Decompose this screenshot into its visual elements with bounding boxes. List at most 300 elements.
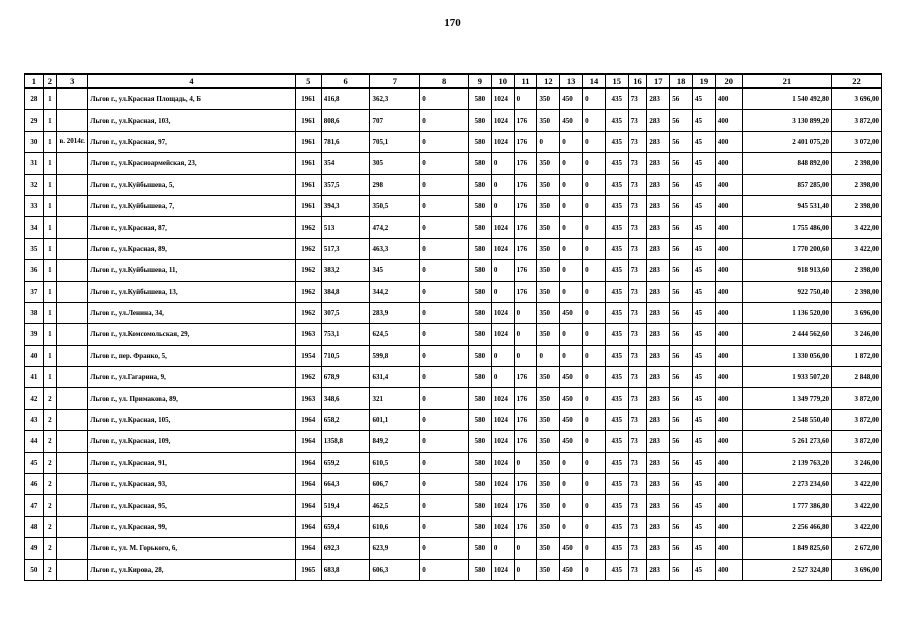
- table-cell: 0: [420, 559, 469, 580]
- table-cell: 56: [670, 110, 693, 131]
- table-cell: 1964: [295, 538, 321, 559]
- table-cell: 1962: [295, 217, 321, 238]
- table-cell: [57, 110, 88, 131]
- table-cell: [57, 345, 88, 366]
- table-cell: 350: [537, 195, 560, 216]
- table-cell: 0: [560, 260, 583, 281]
- table-cell: 1024: [491, 474, 514, 495]
- table-cell: 3 130 899,20: [742, 110, 831, 131]
- table-cell: 73: [628, 281, 647, 302]
- table-cell: 1024: [491, 559, 514, 580]
- table-cell: 0: [560, 474, 583, 495]
- table-cell: 1965: [295, 559, 321, 580]
- table-cell: 450: [560, 409, 583, 430]
- table-cell: 435: [605, 367, 628, 388]
- table-cell: 416,8: [321, 88, 370, 110]
- table-cell: 0: [420, 281, 469, 302]
- table-cell: 1 330 056,00: [742, 345, 831, 366]
- table-cell: 0: [420, 516, 469, 537]
- table-cell: 435: [605, 217, 628, 238]
- table-cell: 45: [693, 431, 716, 452]
- table-cell: 0: [514, 302, 537, 323]
- table-cell: [57, 195, 88, 216]
- column-header-10: 10: [491, 74, 514, 88]
- table-cell: 73: [628, 195, 647, 216]
- table-cell: 350: [537, 559, 560, 580]
- table-cell: 0: [583, 324, 606, 345]
- table-row: [25, 238, 882, 259]
- table-cell: 56: [670, 452, 693, 473]
- table-cell: 463,3: [370, 238, 420, 259]
- table-cell: 2 398,00: [832, 260, 882, 281]
- table-cell: 45: [693, 367, 716, 388]
- table-cell: 283: [647, 516, 670, 537]
- table-cell: 283: [647, 409, 670, 430]
- table-cell: 1: [43, 195, 56, 216]
- table-cell: 580: [469, 431, 492, 452]
- table-cell: 683,8: [321, 559, 370, 580]
- table-cell: [57, 174, 88, 195]
- table-cell: 56: [670, 538, 693, 559]
- table-cell: 0: [583, 195, 606, 216]
- table-cell: 45: [25, 452, 44, 473]
- table-cell: 580: [469, 324, 492, 345]
- table-cell: 781,6: [321, 131, 370, 152]
- table-cell: 45: [693, 302, 716, 323]
- table-cell: 283: [647, 538, 670, 559]
- table-cell: 435: [605, 324, 628, 345]
- address-cell: Льгов г., ул.Красная, 105,: [88, 409, 296, 430]
- table-cell: 0: [583, 345, 606, 366]
- table-cell: 1 872,00: [832, 345, 882, 366]
- column-header-2: 2: [43, 74, 56, 88]
- table-cell: [57, 302, 88, 323]
- table-cell: 580: [469, 516, 492, 537]
- table-cell: 45: [693, 110, 716, 131]
- table-cell: 0: [583, 131, 606, 152]
- table-cell: 1: [43, 153, 56, 174]
- table-row: [25, 110, 882, 131]
- table-cell: 513: [321, 217, 370, 238]
- table-cell: 918 913,60: [742, 260, 831, 281]
- table-cell: 1961: [295, 153, 321, 174]
- table-cell: 321: [370, 388, 420, 409]
- table-cell: 0: [420, 174, 469, 195]
- table-cell: 1: [43, 88, 56, 110]
- table-cell: 3 422,00: [832, 495, 882, 516]
- column-header-13: 13: [560, 74, 583, 88]
- table-cell: 350: [537, 324, 560, 345]
- table-cell: 435: [605, 538, 628, 559]
- table-cell: 631,4: [370, 367, 420, 388]
- table-cell: 0: [583, 388, 606, 409]
- address-cell: Льгов г., ул.Куйбышева, 11,: [88, 260, 296, 281]
- table-cell: 450: [560, 367, 583, 388]
- table-cell: 450: [560, 302, 583, 323]
- table-cell: 580: [469, 559, 492, 580]
- table-cell: 1024: [491, 409, 514, 430]
- table-cell: 1 755 486,00: [742, 217, 831, 238]
- table-cell: 2 401 075,20: [742, 131, 831, 152]
- table-cell: 350,5: [370, 195, 420, 216]
- table-row: [25, 367, 882, 388]
- table-cell: 2 527 324,80: [742, 559, 831, 580]
- table-cell: 283: [647, 131, 670, 152]
- table-cell: 45: [693, 559, 716, 580]
- table-cell: 47: [25, 495, 44, 516]
- table-cell: 0: [514, 452, 537, 473]
- address-cell: Льгов г., ул.Красная, 109,: [88, 431, 296, 452]
- table-cell: 1: [43, 367, 56, 388]
- table-cell: 394,3: [321, 195, 370, 216]
- table-cell: 56: [670, 302, 693, 323]
- table-cell: 0: [583, 302, 606, 323]
- table-cell: 0: [537, 131, 560, 152]
- table-cell: 517,3: [321, 238, 370, 259]
- table-cell: 580: [469, 302, 492, 323]
- table-cell: 707: [370, 110, 420, 131]
- table-cell: 45: [693, 174, 716, 195]
- table-cell: 0: [583, 452, 606, 473]
- table-cell: 73: [628, 516, 647, 537]
- table-cell: 283: [647, 174, 670, 195]
- table-cell: 1961: [295, 110, 321, 131]
- table-cell: 283: [647, 153, 670, 174]
- table-cell: 305: [370, 153, 420, 174]
- table-cell: 350: [537, 538, 560, 559]
- table-cell: 56: [670, 474, 693, 495]
- table-cell: 1964: [295, 474, 321, 495]
- table-cell: 1 349 779,20: [742, 388, 831, 409]
- address-cell: Льгов г., ул.Куйбышева, 5,: [88, 174, 296, 195]
- table-row: [25, 452, 882, 473]
- table-cell: 400: [715, 195, 742, 216]
- table-cell: 31: [25, 153, 44, 174]
- table-cell: [57, 409, 88, 430]
- table-cell: 35: [25, 238, 44, 259]
- table-cell: 73: [628, 238, 647, 259]
- table-cell: 0: [583, 260, 606, 281]
- table-cell: 945 531,40: [742, 195, 831, 216]
- table-cell: 580: [469, 88, 492, 110]
- table-cell: 283: [647, 431, 670, 452]
- table-cell: 2 398,00: [832, 174, 882, 195]
- table-cell: 435: [605, 260, 628, 281]
- table-cell: 0: [560, 324, 583, 345]
- table-cell: 56: [670, 153, 693, 174]
- table-cell: 450: [560, 388, 583, 409]
- table-cell: 400: [715, 217, 742, 238]
- table-cell: 1961: [295, 131, 321, 152]
- table-cell: 176: [514, 131, 537, 152]
- column-header-17: 17: [647, 74, 670, 88]
- table-cell: 610,5: [370, 452, 420, 473]
- table-cell: 2: [43, 538, 56, 559]
- address-cell: Льгов г., ул.Красная, 99,: [88, 516, 296, 537]
- table-cell: 3 872,00: [832, 388, 882, 409]
- table-cell: 435: [605, 174, 628, 195]
- table-cell: 1024: [491, 516, 514, 537]
- table-cell: 29: [25, 110, 44, 131]
- table-cell: 32: [25, 174, 44, 195]
- table-cell: 45: [693, 452, 716, 473]
- table-cell: 56: [670, 409, 693, 430]
- table-cell: 176: [514, 174, 537, 195]
- table-cell: 1961: [295, 174, 321, 195]
- table-cell: 1: [43, 217, 56, 238]
- table-cell: 0: [420, 110, 469, 131]
- table-cell: 0: [420, 302, 469, 323]
- table-cell: 435: [605, 302, 628, 323]
- table-cell: 400: [715, 431, 742, 452]
- table-cell: 350: [537, 281, 560, 302]
- table-cell: 435: [605, 431, 628, 452]
- table-cell: 50: [25, 559, 44, 580]
- table-cell: 664,3: [321, 474, 370, 495]
- table-cell: 2 672,00: [832, 538, 882, 559]
- table-cell: 1964: [295, 409, 321, 430]
- table-cell: 34: [25, 217, 44, 238]
- table-cell: 400: [715, 409, 742, 430]
- table-cell: 176: [514, 217, 537, 238]
- table-cell: 176: [514, 260, 537, 281]
- table-cell: 350: [537, 388, 560, 409]
- address-cell: Льгов г., ул.Красная, 103,: [88, 110, 296, 131]
- table-cell: 2 848,00: [832, 367, 882, 388]
- table-cell: 1024: [491, 452, 514, 473]
- table-cell: 1024: [491, 131, 514, 152]
- table-cell: 0: [560, 452, 583, 473]
- table-cell: 176: [514, 238, 537, 259]
- table-cell: 2: [43, 409, 56, 430]
- table-cell: 45: [693, 495, 716, 516]
- table-cell: 56: [670, 367, 693, 388]
- address-cell: Льгов г., ул.Красная, 97,: [88, 131, 296, 152]
- table-cell: 0: [560, 345, 583, 366]
- table-row: [25, 431, 882, 452]
- table-cell: [57, 153, 88, 174]
- table-cell: 435: [605, 452, 628, 473]
- table-cell: 354: [321, 153, 370, 174]
- table-row: [25, 345, 882, 366]
- table-cell: 56: [670, 495, 693, 516]
- column-header-22: 22: [832, 74, 882, 88]
- table-cell: 176: [514, 388, 537, 409]
- table-cell: 350: [537, 302, 560, 323]
- table-cell: 1: [43, 260, 56, 281]
- table-cell: 45: [693, 260, 716, 281]
- table-cell: 753,1: [321, 324, 370, 345]
- table-cell: 400: [715, 495, 742, 516]
- table-row: [25, 153, 882, 174]
- table-cell: 176: [514, 153, 537, 174]
- table-cell: 350: [537, 110, 560, 131]
- table-cell: 0: [420, 474, 469, 495]
- table-cell: 624,5: [370, 324, 420, 345]
- table-cell: 3 072,00: [832, 131, 882, 152]
- table-cell: 33: [25, 195, 44, 216]
- table-cell: 0: [537, 345, 560, 366]
- table-cell: 0: [420, 367, 469, 388]
- table-cell: 1964: [295, 452, 321, 473]
- column-header-12: 12: [537, 74, 560, 88]
- table-cell: 73: [628, 388, 647, 409]
- table-cell: 580: [469, 409, 492, 430]
- table-cell: 1 770 200,60: [742, 238, 831, 259]
- table-cell: 0: [560, 281, 583, 302]
- table-cell: 0: [420, 452, 469, 473]
- table-cell: 2: [43, 452, 56, 473]
- table-cell: 283: [647, 559, 670, 580]
- table-cell: 3 422,00: [832, 516, 882, 537]
- table-cell: 450: [560, 431, 583, 452]
- table-cell: 283: [647, 345, 670, 366]
- table-cell: 606,3: [370, 559, 420, 580]
- table-cell: 283: [647, 195, 670, 216]
- address-cell: Льгов г., ул.Ленина, 34,: [88, 302, 296, 323]
- table-cell: 3 422,00: [832, 217, 882, 238]
- table-cell: 580: [469, 110, 492, 131]
- column-header-19: 19: [693, 74, 716, 88]
- table-cell: 1954: [295, 345, 321, 366]
- table-cell: 350: [537, 260, 560, 281]
- table-cell: 0: [583, 174, 606, 195]
- table-cell: 400: [715, 281, 742, 302]
- table-cell: 0: [560, 516, 583, 537]
- table-cell: 0: [420, 153, 469, 174]
- table-cell: 56: [670, 217, 693, 238]
- table-row: [25, 409, 882, 430]
- table-cell: 56: [670, 324, 693, 345]
- address-cell: Льгов г., пер. Франко, 5,: [88, 345, 296, 366]
- table-cell: 580: [469, 131, 492, 152]
- table-row: [25, 260, 882, 281]
- table-cell: 2: [43, 516, 56, 537]
- table-cell: 435: [605, 495, 628, 516]
- table-header-row: [25, 74, 882, 88]
- table-cell: 0: [420, 345, 469, 366]
- table-cell: 56: [670, 88, 693, 110]
- table-cell: 36: [25, 260, 44, 281]
- table-cell: 0: [491, 367, 514, 388]
- table-cell: 659,2: [321, 452, 370, 473]
- table-cell: 56: [670, 131, 693, 152]
- table-cell: 73: [628, 302, 647, 323]
- table-cell: 45: [693, 324, 716, 345]
- table-cell: 1 777 386,80: [742, 495, 831, 516]
- table-cell: 176: [514, 110, 537, 131]
- table-row: [25, 281, 882, 302]
- table-cell: 45: [693, 88, 716, 110]
- table-cell: 580: [469, 217, 492, 238]
- table-cell: [57, 238, 88, 259]
- table-cell: 0: [560, 495, 583, 516]
- table-cell: 73: [628, 431, 647, 452]
- table-cell: 1 849 825,60: [742, 538, 831, 559]
- table-row: [25, 559, 882, 580]
- table-cell: 1024: [491, 431, 514, 452]
- table-cell: 176: [514, 409, 537, 430]
- table-cell: [57, 367, 88, 388]
- address-cell: Льгов г., ул.Комсомольская, 29,: [88, 324, 296, 345]
- table-cell: 45: [693, 217, 716, 238]
- table-cell: 350: [537, 367, 560, 388]
- table-cell: 0: [583, 474, 606, 495]
- column-header-8: 8: [420, 74, 469, 88]
- table-cell: 56: [670, 431, 693, 452]
- table-row: [25, 516, 882, 537]
- table-cell: 400: [715, 474, 742, 495]
- table-cell: 1963: [295, 324, 321, 345]
- table-cell: 1961: [295, 195, 321, 216]
- table-cell: 601,1: [370, 409, 420, 430]
- table-cell: 43: [25, 409, 44, 430]
- table-cell: 400: [715, 345, 742, 366]
- table-cell: 692,3: [321, 538, 370, 559]
- table-cell: 3 872,00: [832, 431, 882, 452]
- table-cell: 345: [370, 260, 420, 281]
- table-cell: 283: [647, 281, 670, 302]
- table-cell: 0: [583, 495, 606, 516]
- table-cell: 435: [605, 153, 628, 174]
- table-cell: 5 261 273,60: [742, 431, 831, 452]
- table-cell: 400: [715, 538, 742, 559]
- column-header-20: 20: [715, 74, 742, 88]
- address-cell: Льгов г., ул.Красная, 93,: [88, 474, 296, 495]
- column-header-4: 4: [88, 74, 296, 88]
- address-cell: Льгов г., ул.Красноармейская, 23,: [88, 153, 296, 174]
- table-cell: [57, 495, 88, 516]
- table-cell: 400: [715, 324, 742, 345]
- table-cell: 2 444 562,60: [742, 324, 831, 345]
- table-cell: 580: [469, 452, 492, 473]
- table-cell: 3 872,00: [832, 409, 882, 430]
- table-cell: 3 696,00: [832, 559, 882, 580]
- column-header-9: 9: [469, 74, 492, 88]
- table-cell: 1: [43, 131, 56, 152]
- table-cell: 2 398,00: [832, 281, 882, 302]
- table-cell: 659,4: [321, 516, 370, 537]
- table-cell: 580: [469, 260, 492, 281]
- table-cell: 362,3: [370, 88, 420, 110]
- table-cell: 45: [693, 153, 716, 174]
- table-cell: 283: [647, 217, 670, 238]
- table-row: [25, 324, 882, 345]
- table-cell: 0: [583, 538, 606, 559]
- page-number: 170: [444, 17, 461, 29]
- table-cell: 0: [583, 110, 606, 131]
- table-row: [25, 388, 882, 409]
- table-cell: 350: [537, 452, 560, 473]
- table-cell: 2: [43, 495, 56, 516]
- table-cell: 400: [715, 238, 742, 259]
- table-cell: 1961: [295, 88, 321, 110]
- table-cell: 3 422,00: [832, 474, 882, 495]
- table-cell: 73: [628, 88, 647, 110]
- table-cell: 474,2: [370, 217, 420, 238]
- table-cell: 1: [43, 345, 56, 366]
- table-cell: 283: [647, 474, 670, 495]
- address-cell: Льгов г., ул.Красная, 87,: [88, 217, 296, 238]
- address-cell: Льгов г., ул. Примакова, 89,: [88, 388, 296, 409]
- table-cell: 2: [43, 559, 56, 580]
- table-cell: 1: [43, 302, 56, 323]
- address-cell: Льгов г., ул.Куйбышева, 7,: [88, 195, 296, 216]
- table-cell: 176: [514, 474, 537, 495]
- table-cell: 0: [491, 260, 514, 281]
- table-cell: 3 246,00: [832, 324, 882, 345]
- table-cell: 435: [605, 559, 628, 580]
